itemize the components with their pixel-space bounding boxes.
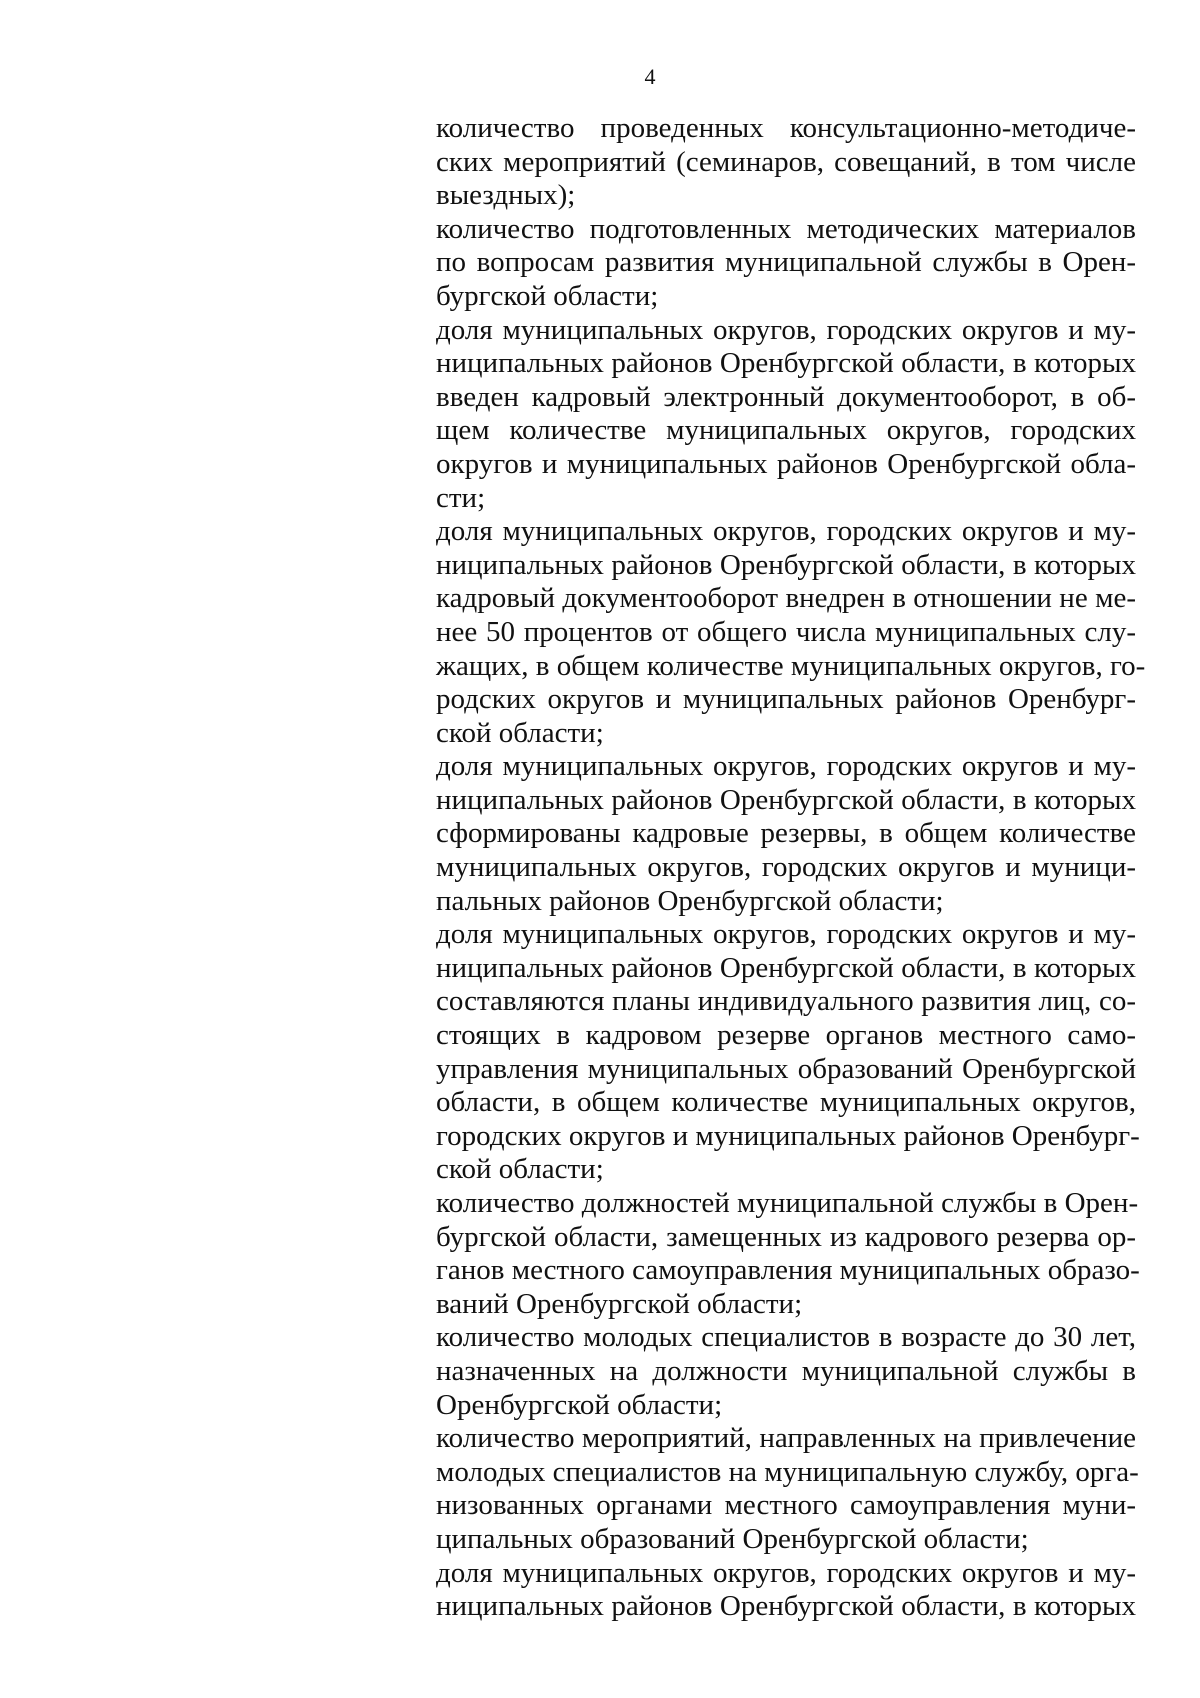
text-line: по вопросам развития муниципальной службы в Орен- [436, 246, 1136, 279]
text-line: управления муниципальных образований Оренбургской [436, 1052, 1136, 1085]
text-line: ниципальных районов Оренбургской области, в которых [436, 548, 1136, 581]
text-line: ганов местного самоуправления муниципальных образо- [436, 1254, 1140, 1287]
text-line: количество должностей муниципальной службы в Орен- [436, 1187, 1139, 1219]
text-line: доля муниципальных округов, городских округов и му- [436, 515, 1136, 548]
text-line: городских округов и муниципальных районов Оренбург- [436, 1119, 1140, 1152]
text-line: ских мероприятий (семинаров, совещаний, в том числе [436, 145, 1136, 178]
text-line: молодых специалистов на муниципальную службу, орга- [436, 1455, 1139, 1488]
text-line: кадровый документооборот внедрен в отношении не ме- [436, 582, 1136, 615]
text-line: муниципальных округов, городских округов и муници- [436, 851, 1136, 884]
text-line: ской области; [436, 1153, 604, 1186]
text-line: доля муниципальных округов, городских округов и му- [436, 918, 1136, 951]
text-line: пальных районов Оренбургской области; [436, 884, 944, 917]
text-line: щем количестве муниципальных округов, городских [436, 414, 1136, 447]
text-line: жащих, в общем количестве муниципальных округов, го- [436, 649, 1146, 682]
text-line: ниципальных районов Оренбургской области, в которых [436, 783, 1136, 816]
text-line: сти; [436, 481, 486, 514]
text-line: ниципальных районов Оренбургской области, в которых [436, 347, 1136, 380]
text-line: доля муниципальных округов, городских округов и му- [436, 750, 1136, 783]
text-line: низованных органами местного самоуправления муни- [436, 1489, 1136, 1522]
text-line: ской области; [436, 716, 604, 749]
text-line: ваний Оренбургской области; [436, 1287, 803, 1320]
text-line: бургской области; [436, 279, 659, 312]
text-line: количество молодых специалистов в возрасте до 30 лет, [436, 1321, 1136, 1354]
text-line: доля муниципальных округов, городских округов и му- [436, 313, 1136, 346]
text-line: назначенных на должности муниципальной службы в [436, 1354, 1136, 1387]
text-line: составляются планы индивидуального развития лиц, со- [436, 985, 1136, 1018]
text-line: количество мероприятий, направленных на привлечение [436, 1422, 1136, 1455]
text-line: родских округов и муниципальных районов Оренбург- [436, 683, 1136, 716]
text-line: бургской области, замещенных из кадрового резерва ор- [436, 1220, 1136, 1253]
text-line: ципальных образований Оренбургской области; [436, 1522, 1029, 1555]
text-line: количество подготовленных методических материалов [436, 212, 1136, 245]
document-body [436, 112, 1146, 1624]
text-line: введен кадровый электронный документооборот, в об- [436, 380, 1136, 413]
text-line: Оренбургской области; [436, 1388, 723, 1421]
text-line: округов и муниципальных районов Оренбургской обла- [436, 447, 1136, 480]
text-line: ниципальных районов Оренбургской области, в которых [436, 951, 1136, 984]
page-number: 4 [644, 64, 656, 89]
text-line: области, в общем количестве муниципальных округов, [436, 1086, 1136, 1119]
text-line: стоящих в кадровом резерве органов местного само- [436, 1019, 1136, 1052]
text-line: выездных); [436, 179, 576, 212]
text-line: количество проведенных консультационно-методиче- [436, 112, 1136, 144]
text-line: сформированы кадровые резервы, в общем количестве [436, 817, 1136, 850]
text-line: ниципальных районов Оренбургской области, в которых [436, 1590, 1136, 1623]
text-line: нее 50 процентов от общего числа муниципальных слу- [436, 615, 1136, 648]
text-line: доля муниципальных округов, городских округов и му- [436, 1556, 1136, 1589]
